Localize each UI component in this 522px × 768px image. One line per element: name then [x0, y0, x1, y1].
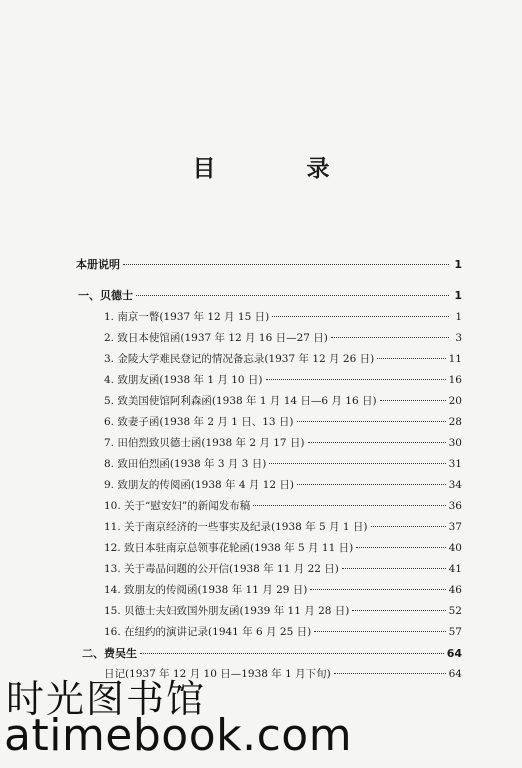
- dot-leader: [297, 483, 446, 485]
- toc-entry-label: 13. 关于毒品问题的公开信(1938 年 11 月 22 日): [104, 563, 339, 575]
- toc-entry-label: 一、贝德士: [78, 289, 133, 302]
- toc-entry-label: 14. 致朋友的传阅函(1938 年 11 月 29 日): [104, 584, 308, 596]
- toc-page-number: 64: [446, 647, 462, 660]
- toc-section-heading[interactable]: [78, 287, 462, 303]
- toc-page-number: 40: [448, 542, 462, 554]
- dot-leader: [371, 525, 446, 527]
- toc-page-number: 46: [448, 584, 462, 596]
- dot-leader: [123, 263, 449, 265]
- toc-entry[interactable]: [104, 603, 462, 618]
- dot-leader: [314, 630, 445, 632]
- toc-page-number: 28: [448, 416, 462, 428]
- toc-page-number: 64: [448, 668, 462, 680]
- dot-leader: [331, 336, 449, 338]
- toc-entry-label: 1. 南京一瞥(1937 年 12 月 15 日): [104, 311, 270, 323]
- watermark-text-chinese: 时光图书馆: [6, 677, 207, 721]
- dot-leader: [272, 315, 449, 317]
- toc-entry-label: 二、费吴生: [82, 647, 137, 660]
- toc-entry[interactable]: [104, 330, 462, 345]
- toc-entry-label: 8. 致田伯烈函(1938 年 3 月 3 日): [104, 458, 267, 470]
- toc-entry-label: 日记(1937 年 12 月 10 日—1938 年 1 月下旬): [104, 668, 331, 680]
- page-title: 目 录: [192, 156, 364, 182]
- toc-page-number: 11: [448, 353, 462, 365]
- toc-entry-label: 16. 在纽约的演讲记录(1941 年 6 月 25 日): [104, 626, 312, 638]
- toc-entry[interactable]: [104, 582, 462, 597]
- toc-entry-label: 10. 关于“慰安妇”的新闻发布稿: [104, 500, 251, 512]
- toc-entry-label: 6. 致妻子函(1938 年 2 月 1 日、13 日): [104, 416, 294, 428]
- toc-entry[interactable]: [104, 477, 462, 492]
- toc-entry-label: 3. 金陵大学难民登记的情况备忘录(1937 年 12 月 26 日): [104, 353, 375, 365]
- dot-leader: [342, 567, 446, 569]
- toc-entry[interactable]: [104, 540, 462, 555]
- toc-entry-label: 11. 关于南京经济的一些事实及纪录(1938 年 5 月 1 日): [104, 521, 368, 533]
- dot-leader: [334, 672, 446, 674]
- toc-entry[interactable]: [104, 624, 462, 639]
- toc-entry[interactable]: [104, 456, 462, 471]
- toc-entry[interactable]: [104, 561, 462, 576]
- toc-entry-label: 本册说明: [76, 258, 120, 271]
- toc-page-number: 36: [448, 500, 462, 512]
- dot-leader: [269, 462, 445, 464]
- toc-page-number: 37: [448, 521, 462, 533]
- toc-entry-label: 2. 致日本使馆函(1937 年 12 月 16 日—27 日): [104, 332, 328, 344]
- toc-entry-label: 7. 田伯烈致贝德士函(1938 年 2 月 17 日): [104, 437, 305, 449]
- toc-page-number: 20: [448, 395, 462, 407]
- toc-page-number: 41: [448, 563, 462, 575]
- dot-leader: [136, 294, 449, 296]
- toc-entry[interactable]: [104, 435, 462, 450]
- toc-page-number: 57: [448, 626, 462, 638]
- toc-page-number: 31: [448, 458, 462, 470]
- toc-page-number: 52: [448, 605, 462, 617]
- toc-entry[interactable]: [104, 309, 462, 324]
- toc-section-heading[interactable]: [82, 645, 462, 661]
- dot-leader: [352, 609, 445, 611]
- toc-page-number: 30: [448, 437, 462, 449]
- dot-leader: [377, 357, 445, 359]
- toc-entry-label: 9. 致朋友的传阅函(1938 年 4 月 12 日): [104, 479, 294, 491]
- dot-leader: [266, 378, 446, 380]
- toc-page-number: 16: [448, 374, 462, 386]
- dot-leader: [253, 504, 445, 506]
- toc-page-number: 1: [455, 311, 462, 323]
- toc-entry[interactable]: [104, 351, 462, 366]
- toc-entry-label: 12. 致日本驻南京总领事花轮函(1938 年 5 月 11 日): [104, 542, 354, 554]
- toc-intro[interactable]: [76, 256, 462, 272]
- toc-page-number: 1: [454, 289, 462, 302]
- toc-entry[interactable]: [104, 393, 462, 408]
- toc-page-number: 34: [448, 479, 462, 491]
- watermark-text-url: atimebook.com: [4, 710, 353, 761]
- dot-leader: [356, 546, 445, 548]
- dot-leader: [140, 652, 444, 654]
- toc-page-number: 1: [454, 258, 462, 271]
- toc-entry-label: 15. 贝德士夫妇致国外朋友函(1939 年 11 月 28 日): [104, 605, 350, 617]
- dot-leader: [308, 441, 446, 443]
- toc-entry[interactable]: [104, 498, 462, 513]
- toc-entry[interactable]: [104, 519, 462, 534]
- dot-leader: [380, 399, 446, 401]
- toc-page-number: 3: [455, 332, 462, 344]
- dot-leader: [297, 420, 446, 422]
- toc-entry[interactable]: [104, 372, 462, 387]
- toc-entry[interactable]: [104, 414, 462, 429]
- toc-entry-label: 4. 致朋友函(1938 年 1 月 10 日): [104, 374, 263, 386]
- toc-entry-label: 5. 致美国使馆阿利森函(1938 年 1 月 14 日—6 月 16 日): [104, 395, 377, 407]
- dot-leader: [310, 588, 445, 590]
